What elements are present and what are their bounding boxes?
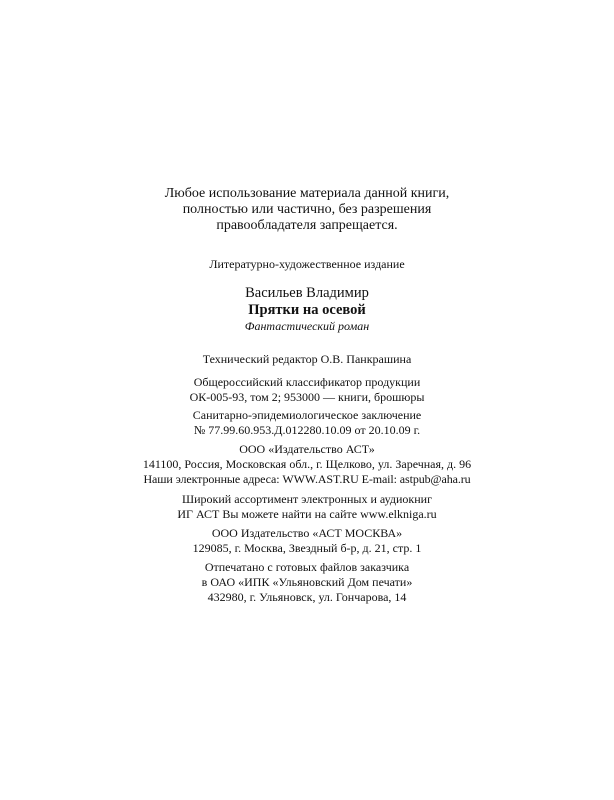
classifier-line-1: Общероссийский классификатор продукции [193,375,421,389]
publisher-name: ООО «Издательство АСТ» [239,442,375,456]
book-genre: Фантастический роман [244,319,370,333]
book-author: Васильев Владимир [245,285,369,301]
copyright-line-3: правообладателя запрещается. [216,218,398,233]
assortment-line-1: Широкий ассортимент электронных и аудиокниг [182,492,432,506]
printing-line-1: Отпечатано с готовых файлов заказчика [204,560,410,574]
printing-info [0,560,614,605]
publisher-address: 141100, Россия, Московская обл., г. Щелково, ул. Заречная, д. 96 [142,457,472,471]
technical-editor: Технический редактор О.В. Панкрашина [202,352,412,366]
printing-line-3: 432980, г. Ульяновск, ул. Гончарова, 14 [207,590,407,604]
ebook-assortment [0,492,614,522]
publisher-contacts: Наши электронные адреса: WWW.AST.RU E-mail: astpub@aha.ru [143,472,471,486]
printing-line-2: в ОАО «ИПК «Ульяновский Дом печати» [201,575,413,589]
publisher-info [0,442,614,487]
copyright-line-1: Любое использование материала данной книги, [164,186,450,201]
moscow-publisher-name: ООО Издательство «АСТ МОСКВА» [211,526,403,540]
moscow-publisher-info [0,526,614,556]
edition-type: Литературно-художественное издание [209,257,405,271]
sanitary-line-2: № 77.99.60.953.Д.012280.10.09 от 20.10.09 г. [193,423,421,437]
book-title: Прятки на осевой [248,302,366,318]
assortment-line-2: ИГ АСТ Вы можете найти на сайте www.elkniga.ru [177,507,437,521]
copyright-line-2: полностью или частично, без разрешения [182,202,432,217]
product-classifier [0,375,614,405]
sanitary-line-1: Санитарно-эпидемиологическое заключение [192,408,422,422]
classifier-line-2: ОК-005-93, том 2; 953000 — книги, брошюры [189,390,425,404]
sanitary-conclusion [0,408,614,438]
moscow-publisher-address: 129085, г. Москва, Звездный б-р, д. 21, стр. 1 [192,541,422,555]
copyright-notice [0,186,614,234]
